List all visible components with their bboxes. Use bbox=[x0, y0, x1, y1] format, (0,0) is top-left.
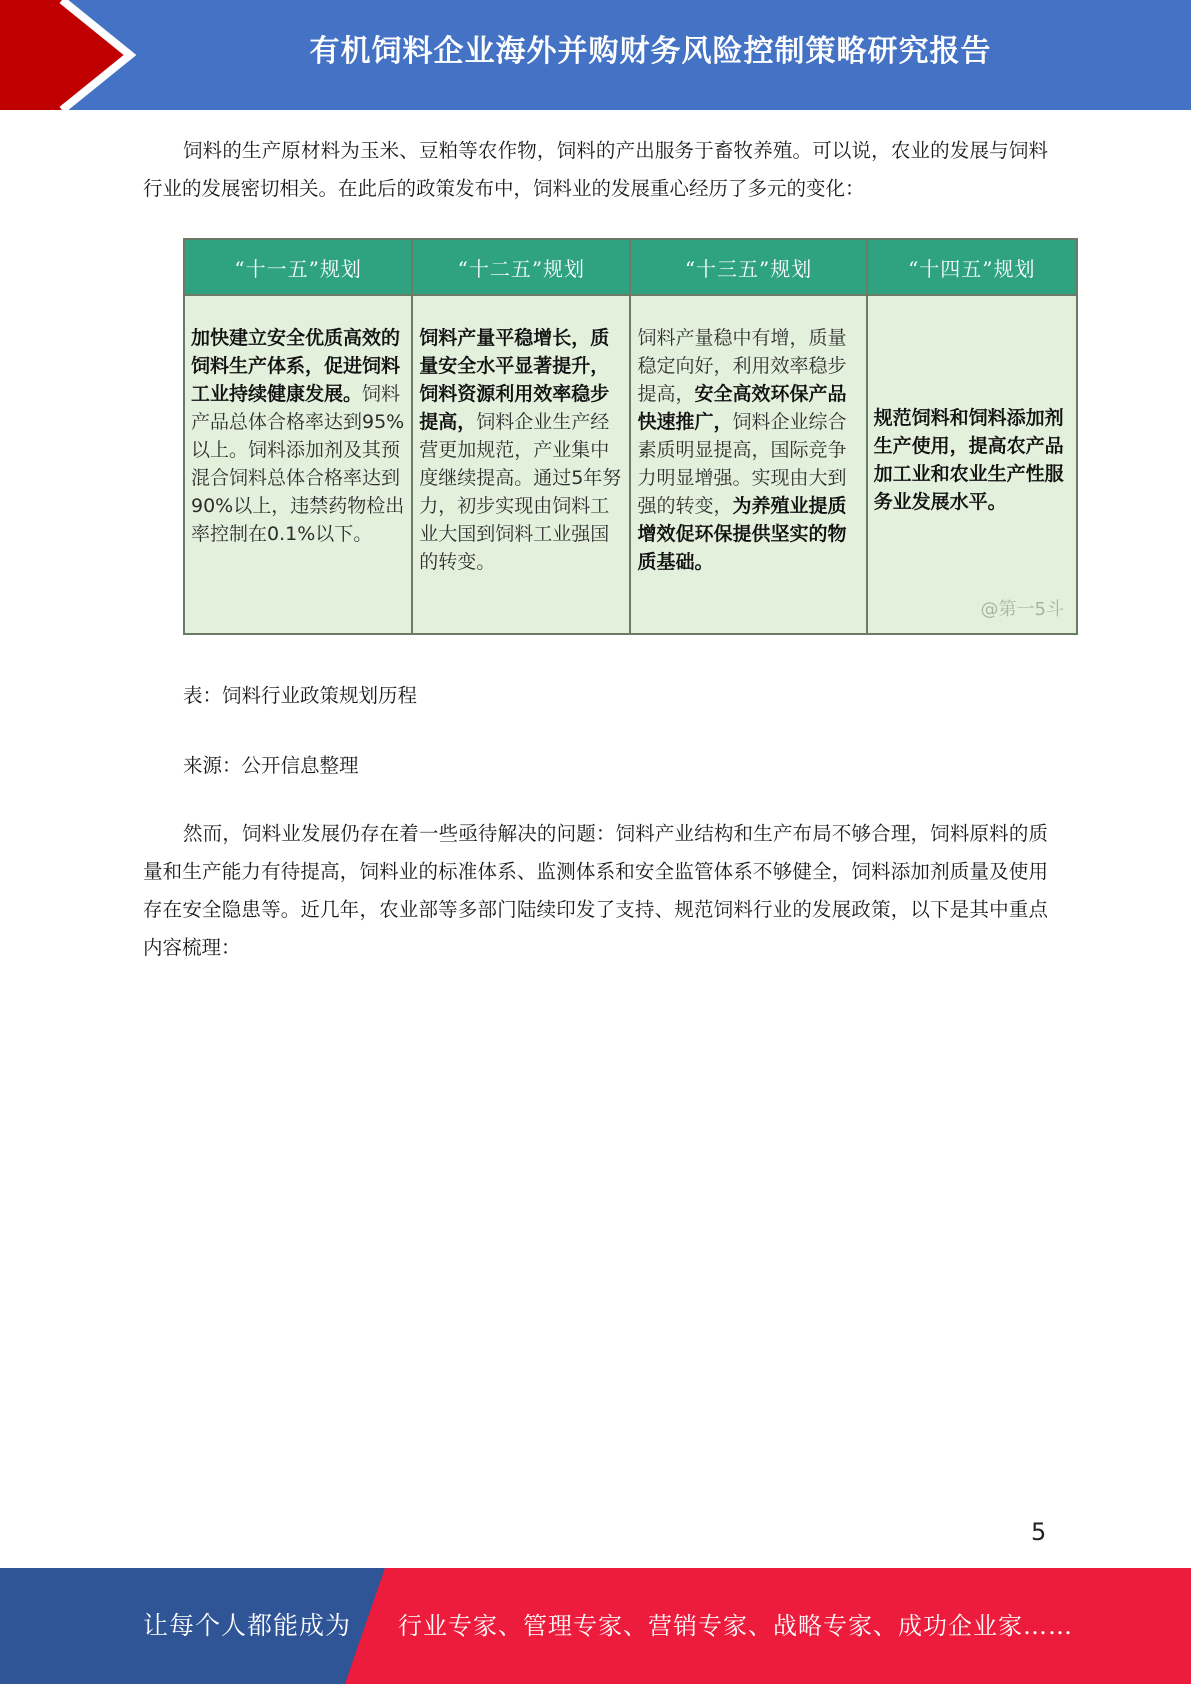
watermark: @第一5斗 bbox=[980, 599, 1064, 620]
page-number: 5 bbox=[1031, 1518, 1047, 1546]
cell-13th-bold-1: 安全高效环保产品快速推广， bbox=[637, 383, 847, 433]
intro-paragraph: 饲料的生产原材料为玉米、豆粕等农作物，饲料的产出服务于畜牧养殖。可以说，农业的发展与饲料行业的发展密切相关。在此后的政策发布中，饲料业的发展重心经历了多元的变化： bbox=[143, 139, 1048, 200]
footer-slogan-left: 让每个人都能成为 bbox=[143, 1611, 352, 1640]
cell-13th-bold-2: 为养殖业提质增效促环保提供坚实的物质基础。 bbox=[637, 495, 847, 573]
cell-13th-text-1: 饲料产量稳中有增，质量稳定向好，利用效率稳步提高， bbox=[637, 327, 847, 405]
source-caption: 来源：公开信息整理 bbox=[183, 754, 359, 777]
cell-11th-bold: 加快建立安全优质高效的饲料生产体系，促进饲料工业持续健康发展。 bbox=[191, 327, 401, 405]
table-cell-12th bbox=[412, 295, 630, 633]
policy-plan-table bbox=[183, 238, 1078, 635]
report-title: 有机饲料企业海外并购财务风险控制策略研究报告 bbox=[309, 34, 992, 69]
table-header-13th: “十三五”规划 bbox=[630, 240, 866, 295]
header-banner bbox=[0, 0, 1191, 110]
table-caption: 表：饲料行业政策规划历程 bbox=[183, 684, 418, 707]
table-cell-13th bbox=[630, 295, 866, 633]
table-header-12th: “十二五”规划 bbox=[412, 240, 630, 295]
table-header-11th: “十一五”规划 bbox=[185, 240, 412, 295]
footer-banner bbox=[0, 1568, 1191, 1684]
table-cell-14th bbox=[867, 295, 1076, 633]
table-header-14th: “十四五”规划 bbox=[867, 240, 1076, 295]
cell-14th-bold: 规范饲料和饲料添加剂生产使用，提高农产品加工业和农业生产性服务业发展水平。 bbox=[873, 406, 1064, 513]
cell-13th-text-2: 饲料企业综合素质明显提高，国际竞争力明显增强。实现由大到强的转变， bbox=[637, 411, 847, 517]
cell-12th-bold: 饲料产量平稳增长，质量安全水平显著提升，饲料资源利用效率稳步提高， bbox=[419, 327, 610, 433]
cell-12th-text: 饲料企业生产经营更加规范，产业集中度继续提高。通过5年努力，初步实现由饲料工业大国到饲料工业强国的转变。 bbox=[419, 411, 622, 573]
table-cell-11th bbox=[185, 295, 412, 633]
footer-slogan-right: 行业专家、管理专家、营销专家、战略专家、成功企业家…… bbox=[398, 1612, 1073, 1640]
issues-paragraph: 然而，饲料业发展仍存在着一些亟待解决的问题：饲料产业结构和生产布局不够合理，饲料原料的质量和生产能力有待提高，饲料业的标准体系、监测体系和安全监管体系不够健全，饲料添加剂质量及使用存在安全隐患等。近几年，农业部等多部门陆续印发了支持、规范饲料行业的发展政策，以下是其中重点内容梳理： bbox=[143, 822, 1048, 959]
cell-11th-text: 饲料产品总体合格率达到95%以上。饲料添加剂及其预混合饲料总体合格率达到90%以上，违禁药物检出率控制在0.1%以下。 bbox=[191, 383, 405, 545]
